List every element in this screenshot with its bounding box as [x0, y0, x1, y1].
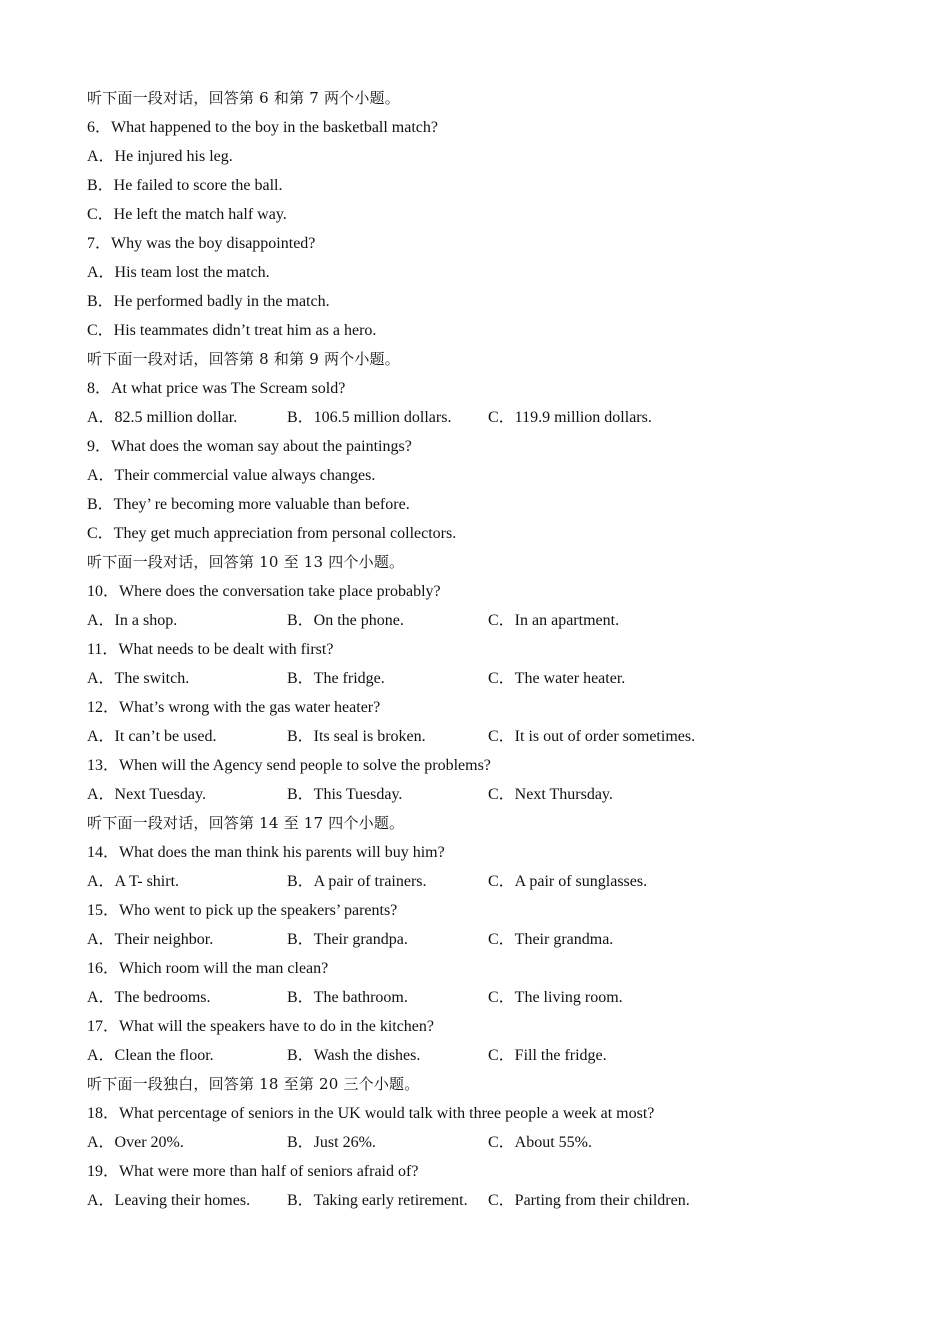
answer-option-row [87, 1041, 887, 1070]
answer-option: C．Parting from their children. [488, 1192, 690, 1209]
answer-option: C．Next Thursday. [488, 786, 613, 803]
answer-option: A．A T- shirt. [87, 873, 180, 890]
answer-option: B．He failed to score the ball. [87, 177, 283, 194]
answer-option: A．In a shop. [87, 612, 178, 629]
answer-option: C．About 55%. [488, 1134, 593, 1151]
answer-option: A．Their neighbor. [87, 931, 214, 948]
answer-option-row [87, 780, 887, 809]
answer-option-row [87, 983, 887, 1012]
section-instruction: 听下面一段独白，回答第 18 至第 20 三个小题。 [87, 1075, 420, 1093]
answer-option: C．He left the match half way. [87, 206, 287, 223]
answer-option: A．Next Tuesday. [87, 786, 206, 803]
answer-option: A．Leaving their homes. [87, 1192, 251, 1209]
answer-option-row [87, 1186, 887, 1215]
question-stem: 17．What will the speakers have to do in the kitchen? [87, 1018, 435, 1035]
question-stem: 12．What’s wrong with the gas water heater? [87, 699, 381, 716]
answer-option: B．Wash the dishes. [287, 1047, 421, 1064]
exam-document [87, 84, 887, 1215]
answer-option: C．The living room. [488, 989, 623, 1006]
answer-option: A．Clean the floor. [87, 1047, 214, 1064]
question-stem: 6．What happened to the boy in the basketball match? [87, 119, 439, 136]
answer-option: C．It is out of order sometimes. [488, 728, 696, 745]
answer-option: B．Their grandpa. [287, 931, 408, 948]
answer-option-row [87, 606, 887, 635]
question-stem: 9．What does the woman say about the paintings? [87, 438, 412, 455]
answer-option: A．His team lost the match. [87, 264, 270, 281]
question-stem: 19．What were more than half of seniors afraid of? [87, 1163, 419, 1180]
question-stem: 11．What needs to be dealt with first? [87, 641, 334, 658]
section-instruction: 听下面一段对话，回答第 14 至 17 四个小题。 [87, 814, 405, 832]
section-instruction: 听下面一段对话，回答第 6 和第 7 两个小题。 [87, 89, 400, 107]
answer-option: A．It can’t be used. [87, 728, 217, 745]
answer-option: C．Their grandma. [488, 931, 614, 948]
answer-option: B．He performed badly in the match. [87, 293, 330, 310]
answer-option-row [87, 867, 887, 896]
answer-option: B．Just 26%. [287, 1134, 376, 1151]
answer-option: B．The fridge. [287, 670, 385, 687]
answer-option-row [87, 722, 887, 751]
answer-option: C．The water heater. [488, 670, 626, 687]
answer-option-row [87, 1128, 887, 1157]
answer-option: C．In an apartment. [488, 612, 620, 629]
question-stem: 10．Where does the conversation take place probably? [87, 583, 441, 600]
answer-option: B．This Tuesday. [287, 786, 403, 803]
answer-option: B．106.5 million dollars. [287, 409, 452, 426]
answer-option: A．The bedrooms. [87, 989, 211, 1006]
answer-option: A．82.5 million dollar. [87, 409, 238, 426]
answer-option-row [87, 403, 887, 432]
question-stem: 14．What does the man think his parents will buy him? [87, 844, 445, 861]
answer-option: A．He injured his leg. [87, 148, 233, 165]
answer-option: C．His teammates didn’t treat him as a hero. [87, 322, 377, 339]
answer-option: B．A pair of trainers. [287, 873, 427, 890]
question-stem: 8．At what price was The Scream sold? [87, 380, 346, 397]
answer-option: A．Their commercial value always changes. [87, 467, 376, 484]
question-stem: 15．Who went to pick up the speakers’ parents? [87, 902, 398, 919]
question-stem: 13．When will the Agency send people to solve the problems? [87, 757, 491, 774]
answer-option: B．Taking early retirement. [287, 1192, 468, 1209]
answer-option: B．The bathroom. [287, 989, 408, 1006]
section-instruction: 听下面一段对话，回答第 8 和第 9 两个小题。 [87, 350, 400, 368]
answer-option: B．On the phone. [287, 612, 404, 629]
answer-option: A．Over 20%. [87, 1134, 184, 1151]
question-stem: 7．Why was the boy disappointed? [87, 235, 316, 252]
answer-option: C．A pair of sunglasses. [488, 873, 648, 890]
section-instruction: 听下面一段对话，回答第 10 至 13 四个小题。 [87, 553, 405, 571]
answer-option: C．Fill the fridge. [488, 1047, 607, 1064]
answer-option: A．The switch. [87, 670, 190, 687]
answer-option-row [87, 664, 887, 693]
answer-option: C．119.9 million dollars. [488, 409, 652, 426]
answer-option: B．Its seal is broken. [287, 728, 426, 745]
question-stem: 16．Which room will the man clean? [87, 960, 329, 977]
answer-option: C．They get much appreciation from personal collectors. [87, 525, 457, 542]
answer-option: B．They’ re becoming more valuable than before. [87, 496, 410, 513]
question-stem: 18．What percentage of seniors in the UK would talk with three people a week at most? [87, 1105, 655, 1122]
answer-option-row [87, 925, 887, 954]
